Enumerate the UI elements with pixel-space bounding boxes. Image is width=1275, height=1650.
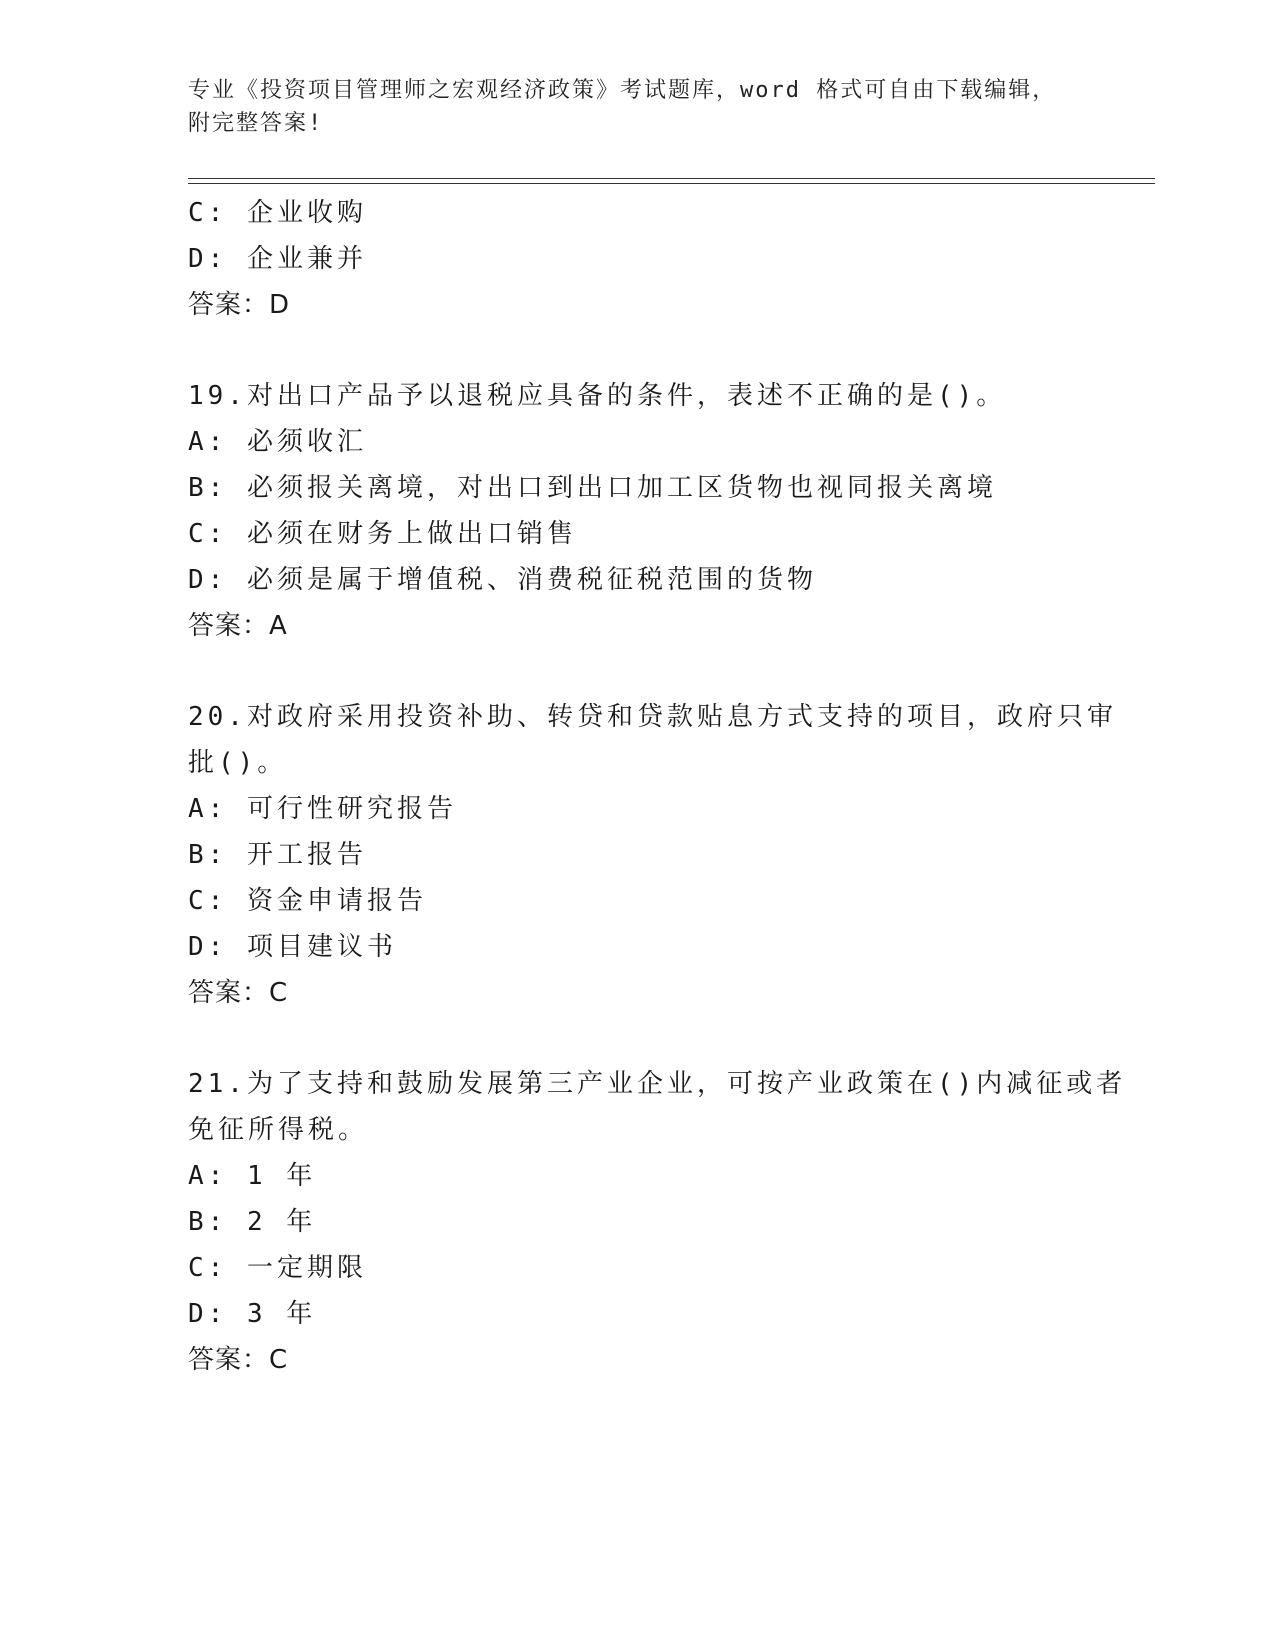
option-d: D: 项目建议书 [188,932,397,962]
header-line-1: 专业《投资项目管理师之宏观经济政策》考试题库，word 格式可自由下载编辑， [188,78,1057,103]
answer-line: 答案：A [188,611,288,641]
answer-line: 答案：C [188,978,289,1008]
question-stem-line-1: 21.为了支持和鼓励发展第三产业企业，可按产业政策在()内减征或者 [188,1069,1127,1099]
answer-line: 答案：D [188,290,291,320]
spacer [188,328,1088,373]
option-c: C: 一定期限 [188,1253,367,1283]
question-20 [188,694,1117,1016]
header-divider-top [188,178,1155,179]
option-b: B: 2 年 [188,1207,317,1237]
option-b: B: 必须报关离境，对出口到出口加工区货物也视同报关离境 [188,473,997,503]
option-c: C: 必须在财务上做出口销售 [188,519,577,549]
question-19 [188,373,1088,649]
option-d: D: 必须是属于增值税、消费税征税范围的货物 [188,565,817,595]
option-d: D: 企业兼并 [188,244,367,274]
question-stem-line-2: 批()。 [188,748,288,778]
question-stem-line-2: 免征所得税。 [188,1115,369,1145]
option-a: A: 1 年 [188,1161,317,1191]
spacer [188,649,1088,694]
option-d: D: 3 年 [188,1299,317,1329]
question-21 [188,1061,1127,1383]
option-b: B: 开工报告 [188,840,367,870]
spacer [188,1016,1088,1061]
document-header [188,74,1088,140]
answer-line: 答案：C [188,1345,289,1375]
option-c: C: 企业收购 [188,198,367,228]
header-line-2: 附完整答案! [188,111,324,136]
question-stem: 19.对出口产品予以退税应具备的条件，表述不正确的是()。 [188,381,1007,411]
option-a: A: 可行性研究报告 [188,794,457,824]
option-a: A: 必须收汇 [188,427,367,457]
question-list [188,190,1127,1383]
header-divider-bottom [188,183,1155,184]
question-stem-line-1: 20.对政府采用投资补助、转贷和贷款贴息方式支持的项目，政府只审 [188,702,1117,732]
option-c: C: 资金申请报告 [188,886,427,916]
question-18-continued [188,190,1088,328]
